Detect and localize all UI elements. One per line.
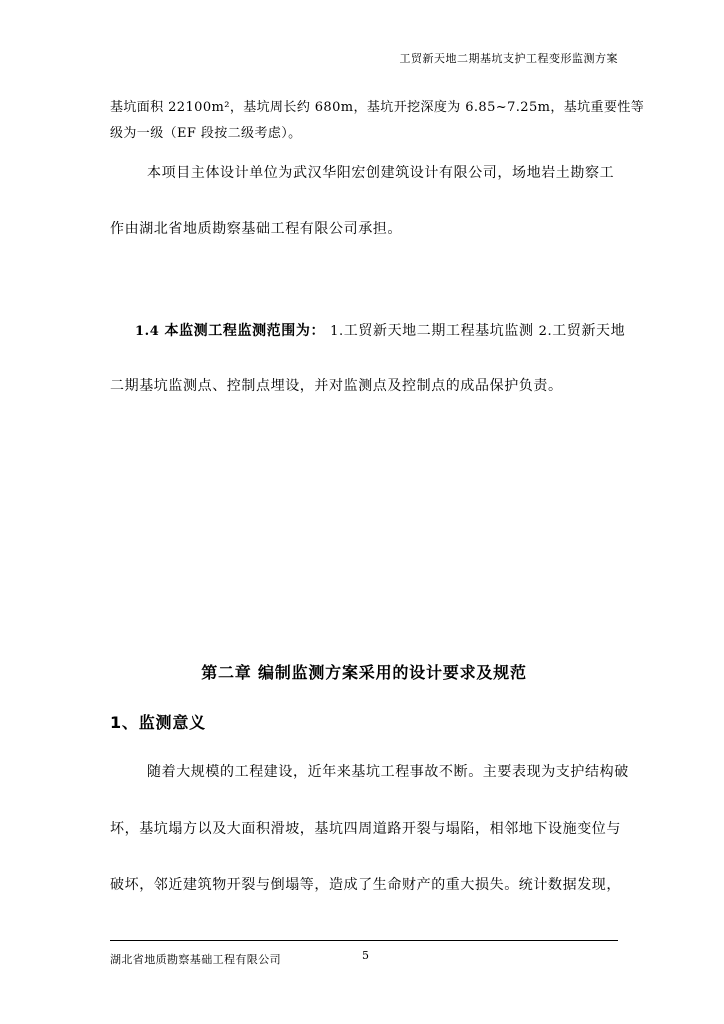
section-1-4-label: 本监测工程监测范围为： — [164, 323, 326, 339]
section-1-4-line-1 — [135, 320, 625, 340]
section-1-4-line-2: 二期基坑监测点、控制点埋设，并对监测点及控制点的成品保护负责。 — [110, 378, 563, 394]
footer-divider — [110, 940, 618, 941]
section-1-4-item2-number: 2. — [538, 324, 553, 339]
design-paragraph-line-1: 本项目主体设计单位为武汉华阳宏创建筑设计有限公司，场地岩土勘察工 — [147, 165, 615, 181]
section-1-4-number: 1.4 — [135, 324, 160, 339]
intro-line-1: 基坑面积 22100m²，基坑周长约 680m，基坑开挖深度为 6.85~7.25m，基坑重要性等 — [110, 100, 645, 115]
section-1-4-item1-number: 1. — [330, 324, 344, 339]
significance-line-1: 随着大规模的工程建设，近年来基坑工程事故不断。主要表现为支护结构破 — [147, 764, 629, 780]
section-1-4-item1-text: 工贸新天地二期工程基坑监测 — [343, 323, 534, 339]
page-header: 工贸新天地二期基坑支护工程变形监测方案 — [399, 52, 618, 65]
page-number: 5 — [362, 949, 369, 962]
section-1-4-item2-text: 工贸新天地 — [552, 323, 626, 339]
intro-line-2: 级为一级（EF 段按二级考虑）。 — [110, 126, 302, 141]
design-paragraph-line-2: 作由湖北省地质勘察基础工程有限公司承担。 — [110, 221, 402, 237]
chapter-title: 第二章 编制监测方案采用的设计要求及规范 — [201, 663, 527, 682]
significance-line-2: 坏，基坑塌方以及大面积滑坡，基坑四周道路开裂与塌陷，相邻地下设施变位与 — [110, 821, 621, 837]
section-heading: 1、监测意义 — [110, 713, 206, 732]
significance-line-3: 破坏，邻近建筑物开裂与倒塌等，造成了生命财产的重大损失。统计数据发现， — [110, 877, 621, 893]
footer-company: 湖北省地质勘察基础工程有限公司 — [110, 953, 281, 966]
